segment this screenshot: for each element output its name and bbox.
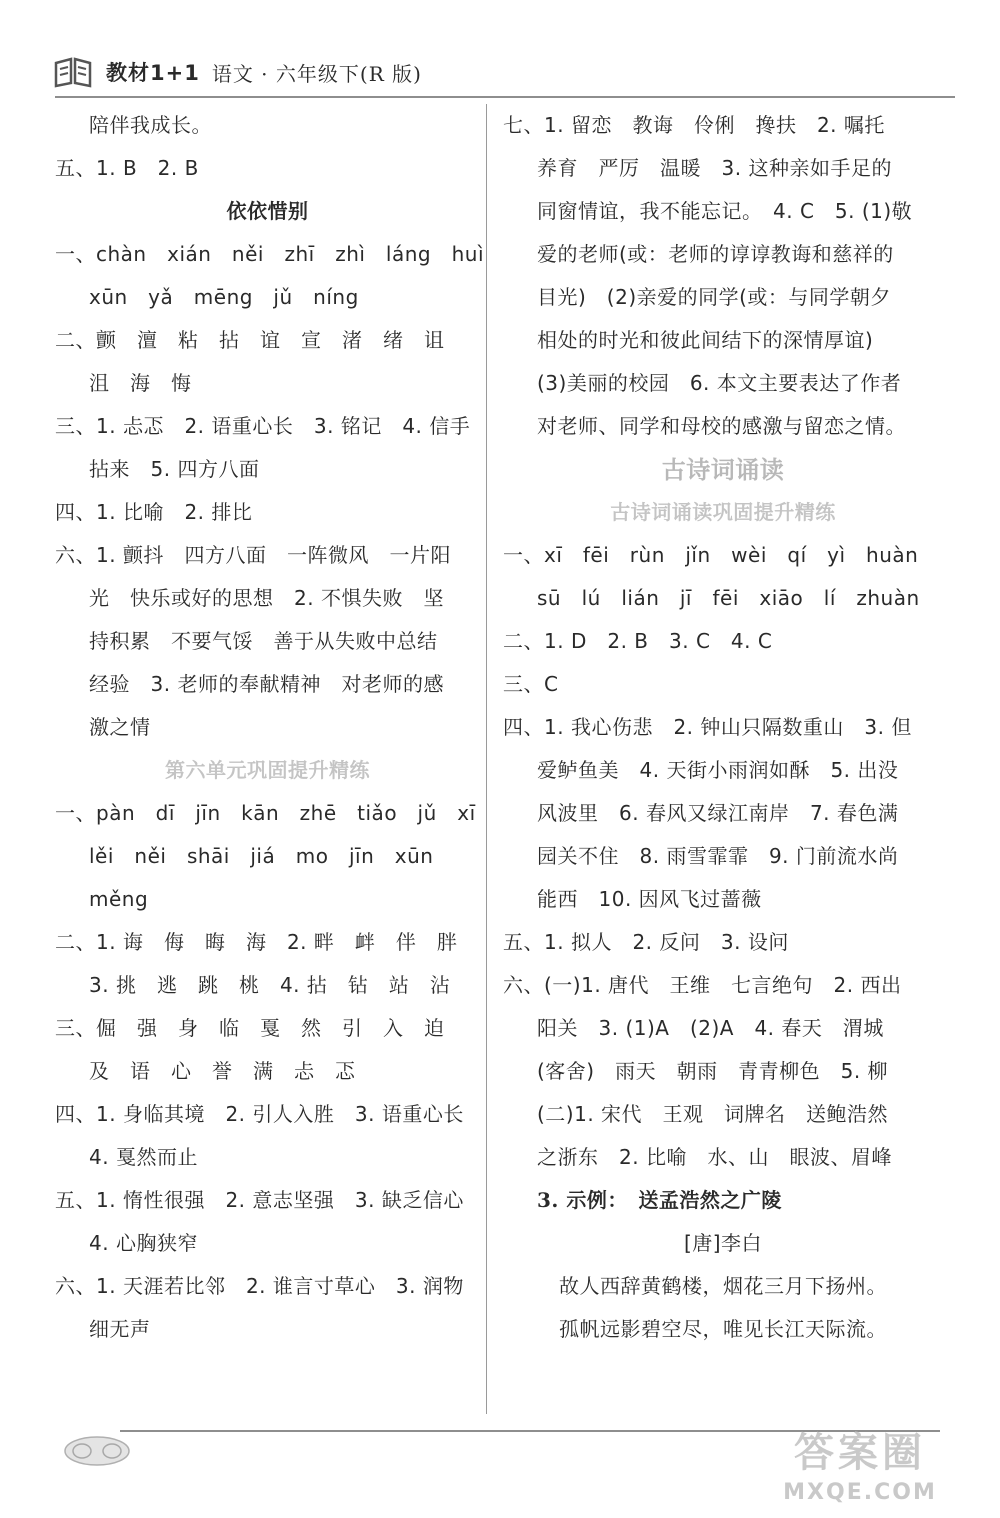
watermark-url: MXQE.COM bbox=[783, 1480, 937, 1505]
answer-line: 七、1. 留恋 教诲 伶俐 搀扶 2. 嘱托 bbox=[503, 113, 885, 137]
answer-line: 第六单元巩固提升精练 bbox=[165, 758, 370, 782]
answer-line: 爱鲈鱼美 4. 天街小雨润如酥 5. 出没 bbox=[537, 758, 899, 782]
answer-line: xūn yǎ mēng jǔ níng bbox=[89, 285, 359, 309]
answer-line: 风波里 6. 春风又绿江南岸 7. 春色满 bbox=[537, 801, 899, 825]
answer-line: 三、倔 强 身 临 戛 然 引 入 迫 bbox=[55, 1016, 445, 1040]
answer-line: 一、pàn dī jīn kān zhē tiǎo jǔ xī bbox=[55, 801, 476, 825]
watermark-main: 答案圈 bbox=[794, 1430, 926, 1476]
answer-line: 3. 示例： 送孟浩然之广陵 bbox=[537, 1188, 782, 1212]
page-header bbox=[52, 52, 952, 92]
answer-line: 四、1. 我心伤悲 2. 钟山只隔数重山 3. 但 bbox=[503, 715, 912, 739]
left-column bbox=[55, 104, 485, 1351]
answer-line: 持积累 不要气馁 善于从失败中总结 bbox=[89, 629, 438, 653]
answer-line: 目光) (2)亲爱的同学(或：与同学朝夕 bbox=[537, 285, 891, 309]
answer-line: 3. 挑 逃 跳 桃 4. 拈 钻 站 沾 bbox=[89, 973, 451, 997]
subject-grade: 语文 · 六年级下(R 版) bbox=[211, 61, 422, 86]
answer-line: 四、1. 身临其境 2. 引人入胜 3. 语重心长 bbox=[55, 1102, 464, 1126]
answer-line: 激之情 bbox=[89, 715, 151, 739]
page-ornament-icon bbox=[62, 1434, 132, 1468]
answer-line: 能西 10. 因风飞过蔷薇 bbox=[537, 887, 762, 911]
answer-line: lěi něi shāi jiá mo jīn xūn bbox=[89, 844, 434, 868]
answer-line: 相处的时光和彼此间结下的深情厚谊) bbox=[537, 328, 874, 352]
answer-line: 二、颤 澶 粘 拈 谊 宣 渚 绪 诅 bbox=[55, 328, 445, 352]
answer-line: 之浙东 2. 比喻 水、山 眼波、眉峰 bbox=[537, 1145, 892, 1169]
answer-line: 二、1. 诲 侮 晦 海 2. 畔 衅 伴 胖 bbox=[55, 930, 458, 954]
answer-line: 拈来 5. 四方八面 bbox=[89, 457, 260, 481]
book-logo-icon bbox=[52, 55, 94, 89]
answer-line: 一、chàn xián něi zhī zhì láng huì bbox=[55, 242, 485, 266]
answer-line: 六、1. 颤抖 四方八面 一阵微风 一片阳 bbox=[55, 543, 451, 567]
answer-line: 古诗词诵读巩固提升精练 bbox=[610, 500, 836, 524]
answer-line: 三、C bbox=[503, 672, 559, 696]
answer-line: (3)美丽的校园 6. 本文主要表达了作者 bbox=[537, 371, 902, 395]
right-column bbox=[503, 104, 943, 1351]
answer-line: (二)1. 宋代 王观 词牌名 送鲍浩然 bbox=[537, 1102, 889, 1126]
brand-name: 教材1+1 bbox=[106, 61, 200, 85]
header-divider bbox=[55, 96, 955, 98]
answer-line: 依依惜别 bbox=[226, 199, 309, 223]
answer-line: 三、1. 忐忑 2. 语重心长 3. 铭记 4. 信手 bbox=[55, 414, 471, 438]
answer-line: 4. 戛然而止 bbox=[89, 1145, 198, 1169]
answer-line: 4. 心胸狭窄 bbox=[89, 1231, 198, 1255]
answer-line: 陪伴我成长。 bbox=[89, 113, 212, 137]
answer-line: sū lú lián jī fēi xiāo lí zhuàn bbox=[537, 586, 920, 610]
column-divider bbox=[486, 104, 487, 1414]
answer-line: 经验 3. 老师的奉献精神 对老师的感 bbox=[89, 672, 444, 696]
watermark bbox=[730, 1428, 990, 1518]
answer-line: měng bbox=[89, 887, 149, 911]
answer-line: 爱的老师(或：老师的谆谆教诲和慈祥的 bbox=[537, 242, 894, 266]
answer-line: 沮 海 悔 bbox=[89, 371, 192, 395]
answer-line: 一、xī fēi rùn jǐn wèi qí yì huàn bbox=[503, 543, 919, 567]
answer-line: 古诗词诵读 bbox=[661, 455, 785, 484]
answer-line: 六、1. 天涯若比邻 2. 谁言寸草心 3. 润物 bbox=[55, 1274, 464, 1298]
answer-line: 园关不住 8. 雨雪霏霏 9. 门前流水尚 bbox=[537, 844, 899, 868]
answer-line: 细无声 bbox=[89, 1317, 151, 1341]
answer-line: 五、1. 拟人 2. 反问 3. 设问 bbox=[503, 930, 789, 954]
answer-line: [唐]李白 bbox=[683, 1231, 763, 1255]
answer-line: 同窗情谊，我不能忘记。 4. C 5. (1)敬 bbox=[537, 199, 913, 223]
answer-line: 阳关 3. (1)A (2)A 4. 春天 渭城 bbox=[537, 1016, 884, 1040]
answer-line: 光 快乐或好的思想 2. 不惧失败 坚 bbox=[89, 586, 444, 610]
answer-line: (客舍) 雨天 朝雨 青青柳色 5. 柳 bbox=[537, 1059, 889, 1083]
answer-line: 孤帆远影碧空尽，唯见长江天际流。 bbox=[559, 1317, 887, 1341]
answer-line: 四、1. 比喻 2. 排比 bbox=[55, 500, 253, 524]
answer-line: 对老师、同学和母校的感激与留恋之情。 bbox=[537, 414, 906, 438]
answer-line: 及 语 心 誉 满 忐 忑 bbox=[89, 1059, 356, 1083]
answer-line: 五、1. B 2. B bbox=[55, 156, 199, 180]
answer-line: 五、1. 惰性很强 2. 意志坚强 3. 缺乏信心 bbox=[55, 1188, 464, 1212]
answer-line: 二、1. D 2. B 3. C 4. C bbox=[503, 629, 773, 653]
answer-line: 故人西辞黄鹤楼，烟花三月下扬州。 bbox=[559, 1274, 887, 1298]
answer-line: 六、(一)1. 唐代 王维 七言绝句 2. 西出 bbox=[503, 973, 902, 997]
answer-line: 养育 严厉 温暖 3. 这种亲如手足的 bbox=[537, 156, 892, 180]
